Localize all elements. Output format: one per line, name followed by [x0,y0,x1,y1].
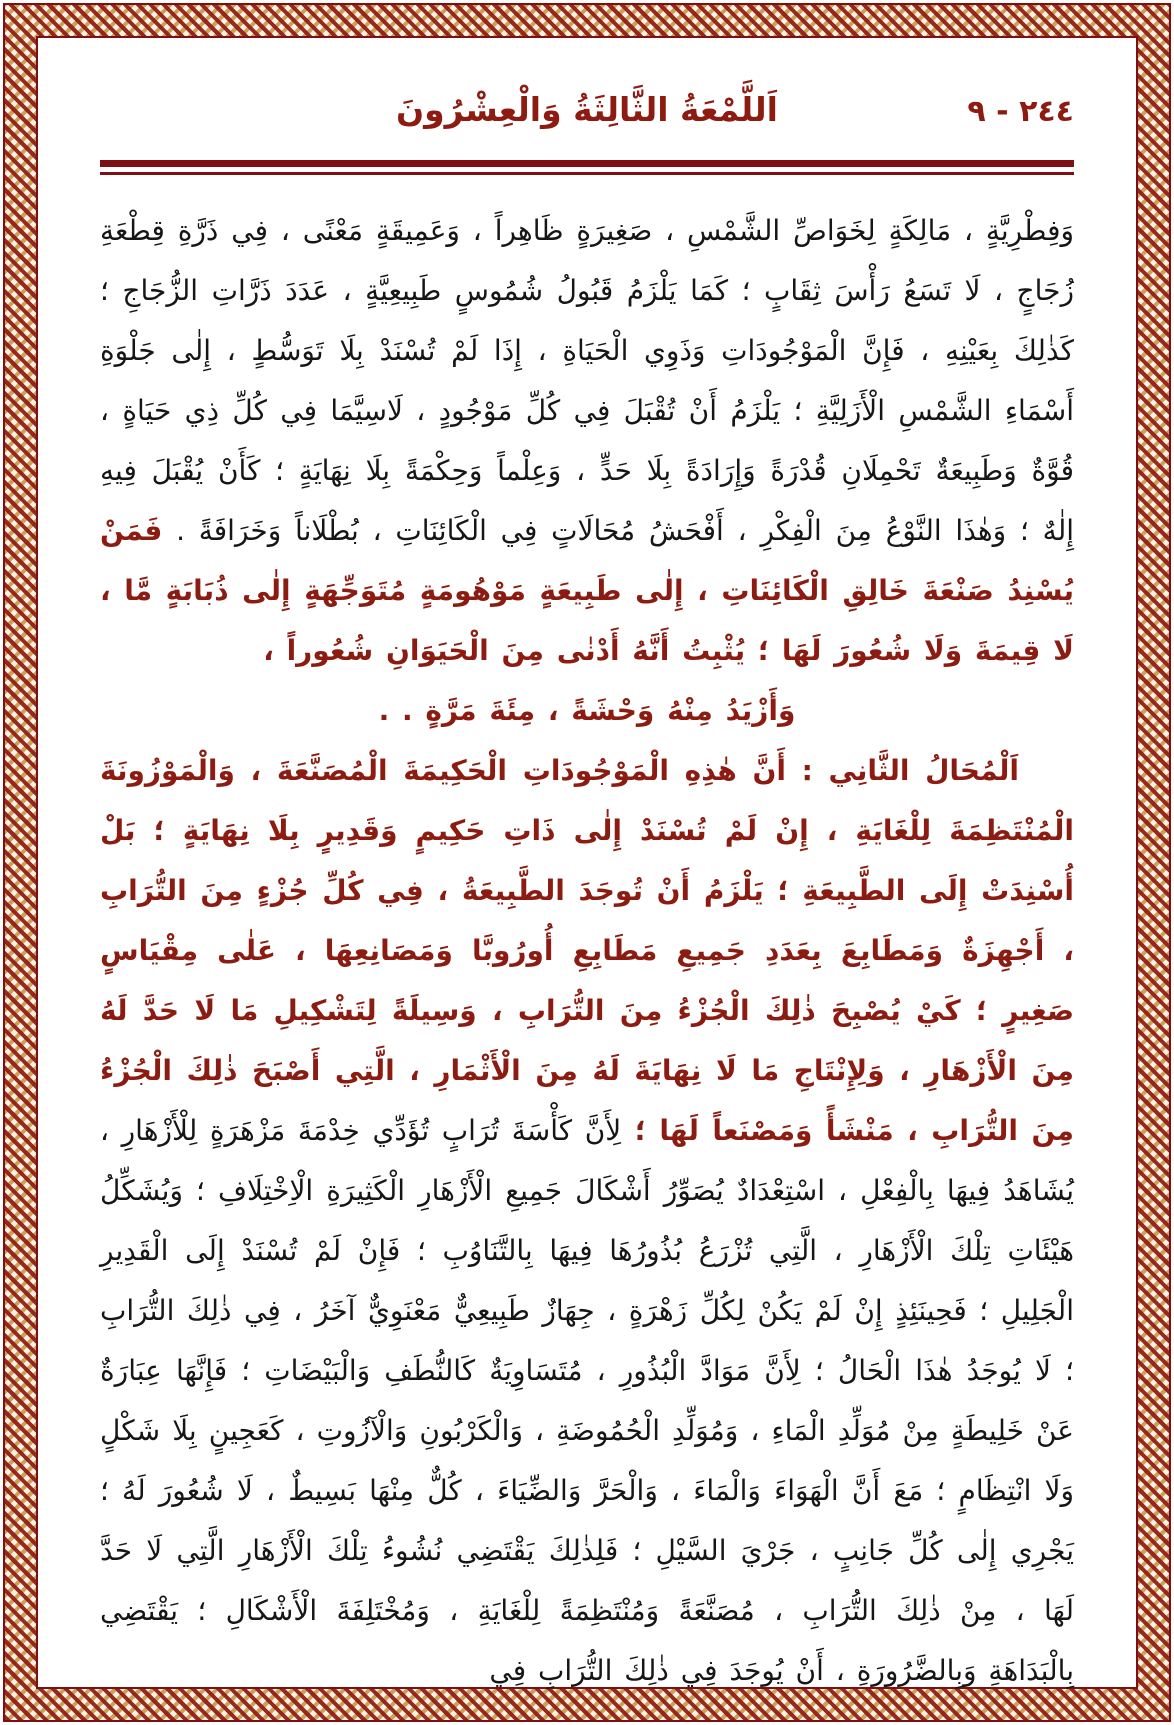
page-title: اَللَّمْعَةُ الثَّالِثَةُ وَالْعِشْرُونَ [396,90,778,129]
text-segment-black: لِأَنَّ كَأْسَةَ تُرَابٍ تُؤَدِّي خِدْمَةَ مَزْهَرَةٍ لِلْأَزْهَارِ ، يُشَاهَدُ فِيهَا بِالْفِعْلِ ، اسْتِعْدَادٌ يُصَوِّرُ أَشْكَالَ جَمِيعِ الْأَزْهَارِ الْكَثِيرَةِ الْاِخْتِلَافِ ؛ وَيُشَكِّلُ هَيْئَاتِ تِلْكَ الْأَزْهَارِ ، الَّتِي تُزْرَعُ بُذُورُهَا فِيهَا بِالتَّنَاوُبِ ؛ فَإِنْ لَمْ تُسْنَدْ إِلَى الْقَدِيرِ الْجَلِيلِ ؛ فَحِينَئِذٍ إِنْ لَمْ يَكُنْ لِكُلِّ زَهْرَةٍ ، جِهَازٌ طَبِيعِيٌّ مَعْنَوِيٌّ آخَرُ ، فِي ذٰلِكَ التُّرَابِ ؛ لَا يُوجَدُ هٰذَا الْحَالُ ؛ لِأَنَّ مَوَادَّ الْبُذُورِ ، مُتَسَاوِيَةٌ كَالنُّطَفِ وَالْبَيْضَاتِ ؛ فَإِنَّهَا عِبَارَةٌ عَنْ خَلِيطَةٍ مِنْ مُوَلِّدِ الْمَاءِ ، وَمُوَلِّدِ الْحُمُوضَةِ ، وَالْكَرْبُونِ وَالْآزُوتِ ، كَعَجِينٍ بِلَا شَكْلٍ وَلَا انْتِظَامٍ ؛ مَعَ أَنَّ الْهَوَاءَ وَالْمَاءَ ، وَالْحَرَّ وَالضِّيَاءَ ، كُلٌّ مِنْهَا بَسِيطٌ ، لَا شُعُورَ لَهُ ؛ يَجْرِي إِلٰى كُلِّ جَانِبٍ ، جَرْيَ السَّيْلِ ؛ فَلِذٰلِكَ يَقْتَضِي نُشُوءُ تِلْكَ الْأَزْهَارِ الَّتِي لَا حَدَّ لَهَا ، مِنْ ذٰلِكَ التُّرَابِ ، مُصَنَّعَةً وَمُنْتَظِمَةً لِلْغَايَةِ ، وَمُخْتَلِفَةَ الْأَشْكَالِ ؛ يَقْتَضِي بِالْبَدَاهَةِ وَبِالضَّرُورَةِ ، أَنْ يُوجَدَ فِي ذٰلِكَ التُّرَابِ فِي [100,1114,1074,1687]
text-segment-black: وَفِطْرِيَّةٍ ، مَالِكَةٍ لِخَوَاصِّ الشَّمْسِ ، صَغِيرَةٍ ظَاهِراً ، وَعَمِيقَةٍ مَعْنًى ، فِي ذَرَّةِ قِطْعَةِ زُجَاجٍ ، لَا تَسَعُ رَأْسَ ثِقَابٍ ؛ كَمَا يَلْزَمُ قَبُولُ شُمُوسٍ طَبِيعِيَّةٍ ، عَدَدَ ذَرَّاتِ الزُّجَاجِ ؛ كَذٰلِكَ بِعَيْنِهِ ، فَإِنَّ الْمَوْجُودَاتِ وَذَوِي الْحَيَاةِ ، إِذَا لَمْ تُسْنَدْ بِلَا تَوَسُّطٍ ، إِلٰى جَلْوَةِ أَسْمَاءِ الشَّمْسِ الْأَزَلِيَّةِ ؛ يَلْزَمُ أَنْ تُقْبَلَ فِي كُلِّ مَوْجُودٍ ، لَاسِيَّمَا فِي كُلِّ ذِي حَيَاةٍ ، قُوَّةٌ وَطَبِيعَةٌ تَحْمِلَانِ قُدْرَةً وَإِرَادَةً بِلَا حَدٍّ ، وَعِلْماً وَحِكْمَةً بِلَا نِهَايَةٍ ؛ كَأَنْ يُقْبَلَ فِيهِ إِلٰهٌ ؛ وَهٰذَا النَّوْعُ مِنَ الْفِكْرِ ، أَفْحَشُ مُحَالَاتٍ فِي الْكَائِنَاتِ ، بُطْلَاناً وَخَرَافَةً . [100,214,1074,547]
body-text-block [100,201,1074,1701]
paragraph-1-closing-line: وَأَزْيَدُ مِنْهُ وَحْشَةً ، مِئَةَ مَرَّةٍ . . [378,694,796,727]
header-divider-rule [100,160,1074,175]
text-segment-red: فَمَنْ يُسْنِدُ صَنْعَةَ خَالِقِ الْكَائِنَاتِ ، إِلٰى طَبِيعَةٍ مَوْهُومَةٍ مُتَوَجِّهَةٍ إِلٰى ذُبَابَةٍ مَّا ، لَا قِيمَةَ وَلَا شُعُورَ لَهَا ؛ يُثْبِتُ أَنَّهُ أَدْنٰى مِنَ الْحَيَوَانِ شُعُوراً ، [100,514,1074,667]
page-header [100,76,1074,150]
paragraph-2 [100,741,1074,1701]
page-content [100,76,1074,1687]
page-number: ٢٤٤ - ٩ [967,94,1074,129]
page-inner-area [36,36,1138,1689]
text-segment-red: اَلْمُحَالُ الثَّانِي : أَنَّ هٰذِهِ الْمَوْجُودَاتِ الْحَكِيمَةَ الْمُصَنَّعَةَ ، وَالْمَوْزُونَةَ الْمُنْتَظِمَةَ لِلْغَايَةِ ، إِنْ لَمْ تُسْنَدْ إِلٰى ذَاتِ حَكِيمٍ وَقَدِيرٍ بِلَا نِهَايَةٍ ؛ بَلْ أُسْنِدَتْ إِلَى الطَّبِيعَةِ ؛ يَلْزَمُ أَنْ تُوجَدَ الطَّبِيعَةُ ، فِي كُلِّ جُزْءٍ مِنَ التُّرَابِ ، أَجْهِزَةٌ وَمَطَابِعَ بِعَدَدِ جَمِيعِ مَطَابِعِ أُورُوبَّا وَمَصَانِعِهَا ، عَلٰى مِقْيَاسٍ صَغِيرٍ ؛ كَيْ يُصْبِحَ ذٰلِكَ الْجُزْءُ مِنَ التُّرَابِ ، وَسِيلَةً لِتَشْكِيلِ مَا لَا حَدَّ لَهُ مِنَ الْأَزْهَارِ ، وَلِإِنْتَاجِ مَا لَا نِهَايَةَ لَهُ مِنَ الْأَثْمَارِ ، الَّتِي أَصْبَحَ ذٰلِكَ الْجُزْءُ مِنَ التُّرَابِ ، مَنْشَأً وَمَصْنَعاً لَهَا ؛ [100,754,1074,1147]
paragraph-1 [100,201,1074,681]
